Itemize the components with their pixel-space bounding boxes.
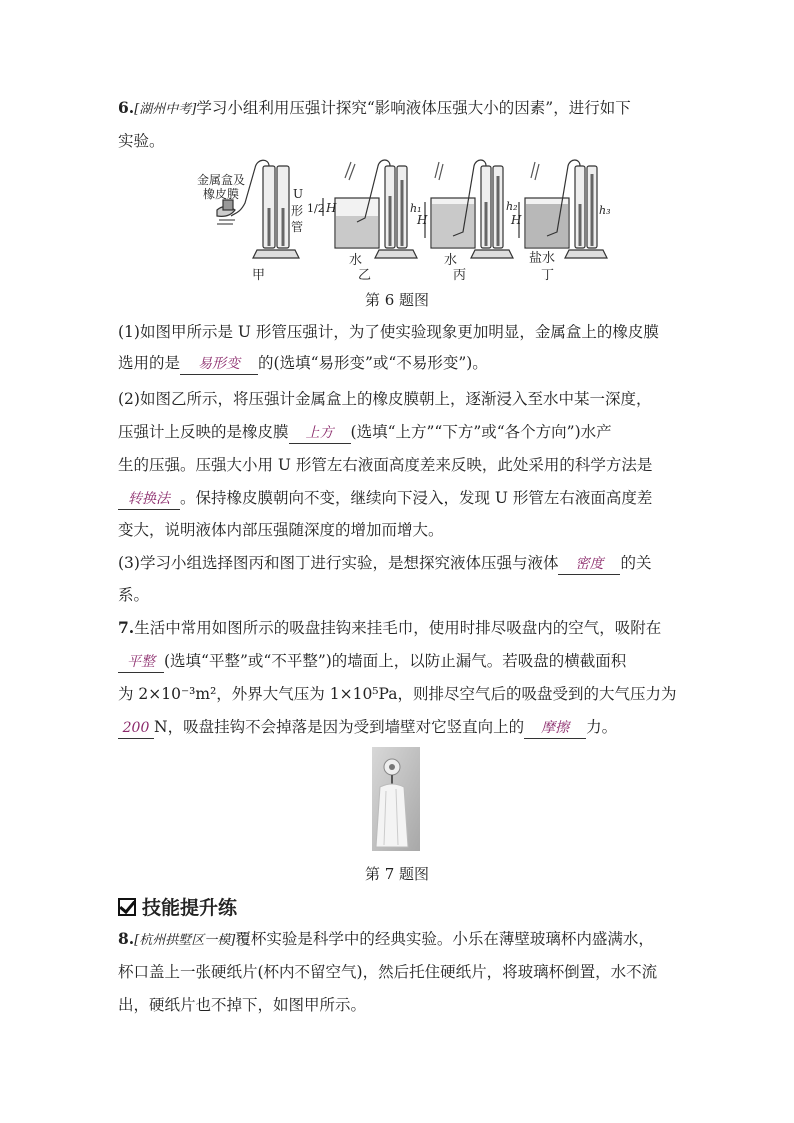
label-water-bing: 水 [444,253,458,268]
q6-part2-text-5: 变大，说明液体内部压强随深度的增加而增大。 [118,521,444,539]
checkbox-icon [118,898,136,916]
q6-answer-2: 上方 [289,423,351,444]
q7-line4 [118,716,617,739]
q6-part3-line2 [118,584,149,606]
q7-line1 [118,617,661,639]
q6-part2-text: (2)如图乙所示，将压强计金属盒上的橡皮膜朝上，逐渐浸入至水中某一深度， [118,390,652,408]
q6-part2-line1 [118,388,651,410]
figure-7-suction-hook-photo [372,747,420,851]
q6-number: 6. [118,98,135,117]
label-h3: h₃ [599,204,611,217]
q6-part2-line3 [118,454,652,476]
q8-line3 [118,994,366,1016]
figure-yi-beaker-gauge [323,160,417,258]
figure-ding-beaker-gauge [519,160,607,258]
q6-part1-pre: 选用的是 [118,354,181,372]
label-h2: h₂ [506,200,518,213]
q6-stem-text: 学习小组利用压强计探究“影响液体压强大小的因素”，进行如下 [196,99,631,117]
q7-answer-1: 平整 [118,652,164,673]
label-water-yi: 水 [349,253,363,268]
q7-text-1: 生活中常用如图所示的吸盘挂钩来挂毛巾，使用时排尽吸盘内的空气，吸附在 [134,619,662,637]
label-h1: h₁ [410,202,422,215]
q6-part3-post: 的关 [620,554,652,572]
q6-part1-text: (1)如图甲所示是 U 形管压强计，为了使实验现象更加明显，金属盒上的橡皮膜 [118,323,659,341]
q8-source-tag: [杭州拱墅区一模] [134,933,236,948]
q6-part2-line4 [118,487,652,510]
q6-stem-text-2: 实验。 [118,132,165,150]
label-half: 1/2 [307,202,325,215]
q6-answer-4: 密度 [558,554,620,575]
label-jia: 甲 [252,268,266,283]
q6-answer-1: 易形变 [180,354,258,375]
label-yi: 乙 [358,268,372,283]
q7-number: 7. [118,618,135,637]
q6-part3-text-2: 系。 [118,586,150,604]
label-ding: 丁 [541,268,555,283]
q6-part1-line2 [118,352,488,375]
q8-text-2: 杯口盖上一张硬纸片(杯内不留空气)，然后托住硬纸片，将玻璃杯倒置，水不流 [118,963,658,981]
q8-line2 [118,961,657,983]
q8-line1 [118,928,654,952]
label-H-ding: H [511,213,522,227]
label-tube: 管 [291,220,304,234]
q7-text-2: (选填“平整”或“不平整”)的墙面上，以防止漏气。若吸盘的横截面积 [164,652,627,670]
q7-line2 [118,650,626,673]
label-u: U [293,187,304,201]
q7-text-4-post: 力。 [586,718,618,736]
q7-line3 [118,683,677,705]
label-H-yi: H [326,201,337,215]
label-metal-box: 金属盒及 [197,173,246,187]
q6-source-tag: [湖州中考] [134,102,197,117]
label-saltwater: 盐水 [529,251,556,266]
q6-stem-line2 [118,130,165,152]
label-shape: 形 [291,204,304,218]
section-heading [118,893,237,920]
q7-text-4: N，吸盘挂钩不会掉落是因为受到墙壁对它竖直向上的 [154,718,525,736]
q6-part3-pre: (3)学习小组选择图丙和图丁进行实验，是想探究液体压强与液体 [118,554,559,572]
q8-number: 8. [118,929,135,948]
q6-part2-pre: 压强计上反映的是橡皮膜 [118,423,289,441]
q6-part2-post-4: 。保持橡皮膜朝向不变，继续向下浸入，发现 U 形管左右液面高度差 [180,489,653,507]
q6-part2-line2 [118,421,612,444]
q6-part1-post: 的(选填“易形变”或“不易形变”)。 [258,354,488,372]
q7-answer-3: 摩擦 [524,718,586,739]
q8-text-1: 覆杯实验是科学中的经典实验。小乐在薄壁玻璃杯内盛满水， [235,930,654,948]
q6-part2-post: (选填“上方”“下方”或“各个方向”)水产 [350,423,612,441]
q7-text-3: 为 2×10⁻³m²，外界大气压为 1×10⁵Pa，则排尽空气后的吸盘受到的大气压力为 [118,685,677,703]
figure-bing-beaker-gauge [425,160,513,258]
q6-answer-3: 转换法 [118,489,180,510]
q6-part1-line1 [118,321,659,343]
label-H-bing: H [417,213,428,227]
figure-7-caption: 第 7 题图 [364,865,430,883]
q8-text-3: 出，硬纸片也不掉下，如图甲所示。 [118,996,367,1014]
figure-6-caption: 第 6 题图 [364,291,430,309]
q6-part3-line1 [118,552,651,575]
q7-answer-2: 200 [118,718,154,739]
label-bing: 丙 [453,268,467,283]
label-rubber: 橡皮膜 [203,187,240,201]
q6-stem-line1 [118,97,631,121]
q6-part2-line5 [118,519,444,541]
section-title: 技能提升练 [142,897,238,919]
q6-part2-text-3: 生的压强。压强大小用 U 形管左右液面高度差来反映，此处采用的科学方法是 [118,456,653,474]
